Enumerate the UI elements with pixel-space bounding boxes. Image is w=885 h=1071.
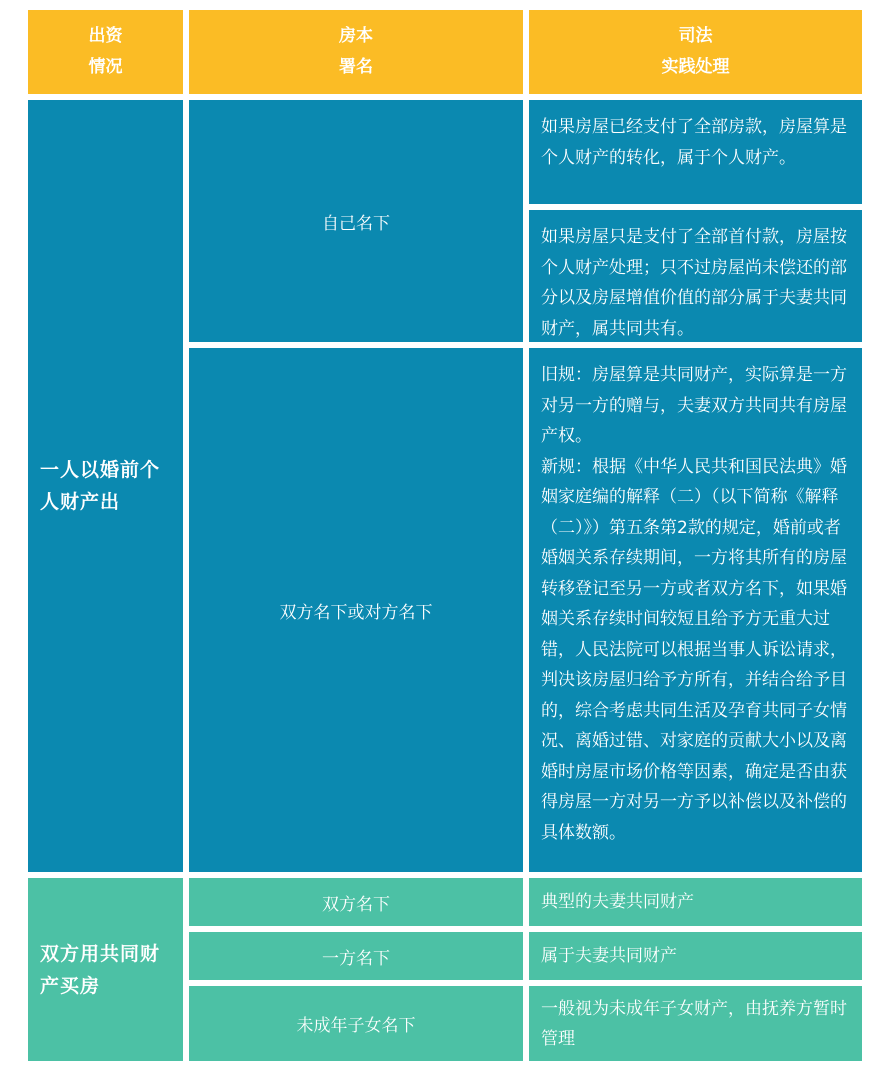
practice-full-payment: 如果房屋已经支付了全部房款，房屋算是个人财产的转化，属于个人财产。	[529, 100, 862, 204]
header-funding-situation: 出资 情况	[28, 10, 183, 94]
practice-typical-joint: 典型的夫妻共同财产	[529, 878, 862, 926]
practice-joint-property: 属于夫妻共同财产	[529, 932, 862, 980]
deed-both-or-spouse-name	[189, 348, 523, 872]
practice-down-payment: 如果房屋只是支付了全部首付款，房屋按个人财产处理；只不过房屋尚未偿还的部分以及房屋增值价值的部分属于夫妻共同财产，属共同共有。	[529, 210, 862, 342]
header-judicial-practice: 司法 实践处理	[529, 10, 862, 94]
deed-one-name	[189, 932, 523, 980]
practice-old-new-rules: 旧规：房屋算是共同财产，实际算是一方对另一方的赠与，夫妻双方共同共有房屋产权。 新规：根据《中华人民共和国民法典》婚姻家庭编的解释（二）（以下简称《解释（二）》）第五条第2款的规定，婚前或者婚姻关系存续期间，一方将其所有的房屋转移登记至另一方或者双方名下，如果婚姻关系存续时间较短且给予方无重大过错，人民法院可以根据当事人诉讼请求，判决该房屋归给予方所有，并结合给予目的，综合考虑共同生活及孕育共同子女情况、离婚过错、对家庭的贡献大小以及离婚时房屋市场价格等因素，确定是否由获得房屋一方对另一方予以补偿以及补偿的具体数额。	[529, 348, 862, 872]
deed-label: 一方名下	[322, 948, 390, 969]
deed-label: 双方名下	[322, 894, 390, 915]
header-deed-name: 房本 署名	[189, 10, 523, 94]
deed-label: 双方名下或对方名下	[279, 602, 433, 623]
deed-minor-child-name	[189, 986, 523, 1061]
deed-label: 未成年子女名下	[296, 1016, 416, 1036]
group-joint-property-purchase	[28, 878, 183, 1061]
deed-own-name	[189, 100, 523, 342]
practice-minor-child-property: 一般视为未成年子女财产，由抚养方暂时管理	[529, 986, 862, 1061]
group-premarital-personal-funds	[28, 100, 183, 872]
deed-label: 自己名下	[322, 213, 390, 234]
group-label: 双方用共同财产买房	[40, 942, 161, 997]
group-label: 一人以婚前个人财产出	[40, 459, 161, 513]
deed-both-names	[189, 878, 523, 926]
